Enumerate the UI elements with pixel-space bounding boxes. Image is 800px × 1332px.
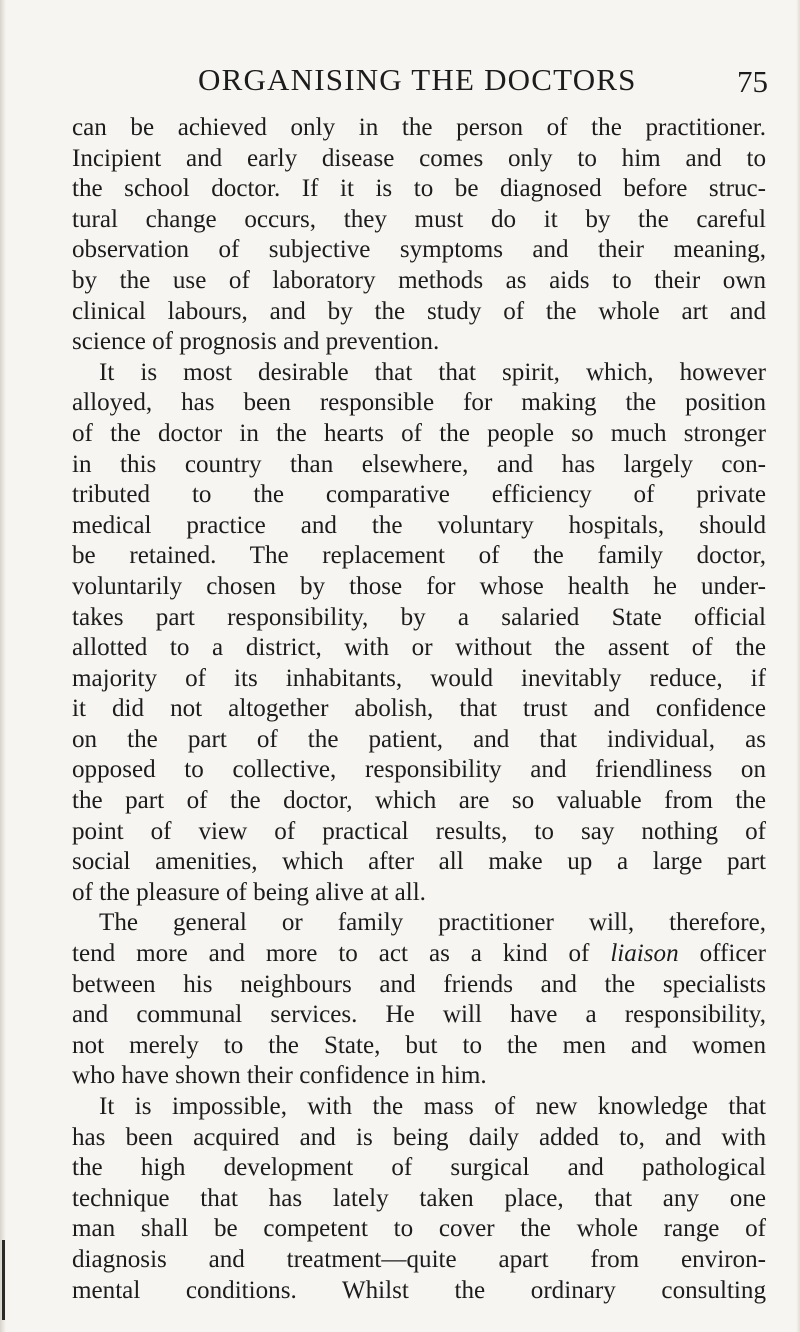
text-line: social amenities, which after all make up a large part: [72, 848, 766, 876]
text-line-with-italic: [72, 939, 766, 970]
text-line: it did not altogether abolish, that trust and confidence: [72, 695, 766, 723]
italic-term: liaison: [610, 940, 679, 968]
text-line: medical practice and the voluntary hospitals, should: [72, 511, 766, 539]
text-line: diagnosis and treatment—quite apart from environ-: [72, 1245, 766, 1273]
text-line: of the doctor in the hearts of the people so much stronger: [72, 419, 766, 447]
text-line: by the use of laboratory methods as aids to their own: [72, 266, 766, 294]
text-line: be retained. The replacement of the family doctor,: [72, 542, 766, 570]
page-header: [198, 62, 768, 102]
text-line: majority of its inhabitants, would inevitably reduce, if: [72, 664, 766, 692]
text-line: It is impossible, with the mass of new knowledge that: [99, 1093, 766, 1120]
text-line: of the pleasure of being alive at all.: [72, 878, 426, 906]
page-number: 75: [737, 64, 768, 99]
text-line: opposed to collective, responsibility and friendliness on: [72, 756, 766, 784]
text-line: Incipient and early disease comes only to him and to: [72, 144, 766, 172]
text-line: can be achieved only in the person of the practitioner.: [72, 114, 766, 141]
text-line: the high development of surgical and pathological: [72, 1154, 766, 1182]
text-line: point of view of practical results, to say nothing of: [72, 817, 766, 845]
text-line: man shall be competent to cover the whole range of: [72, 1215, 766, 1243]
text-line: observation of subjective symptoms and their meaning,: [72, 236, 766, 264]
text-line: tributed to the comparative efficiency of private: [72, 481, 766, 509]
text-line: tural change occurs, they must do it by the careful: [72, 205, 766, 233]
text-line: between his neighbours and friends and the specialists: [72, 970, 766, 998]
text-line: technique that has lately taken place, that any one: [72, 1184, 766, 1212]
running-title: ORGANISING THE DOCTORS: [198, 62, 637, 97]
text-line: on the part of the patient, and that individual, as: [72, 725, 766, 753]
text-line: has been acquired and is being daily added to, and with: [72, 1123, 766, 1151]
text-line: in this country than elsewhere, and has largely con-: [72, 450, 766, 478]
text-line: clinical labours, and by the study of the whole art and: [72, 297, 766, 325]
text-line: the school doctor. If it is to be diagnosed before struc-: [72, 175, 766, 203]
text-line: and communal services. He will have a responsibility,: [72, 1001, 766, 1029]
text-segment: officer: [699, 940, 767, 968]
text-line: mental conditions. Whilst the ordinary consulting: [72, 1276, 766, 1304]
body-text: [72, 113, 766, 1306]
text-line: alloyed, has been responsible for making the position: [72, 389, 766, 417]
binding-mark: [2, 1240, 5, 1320]
text-line: allotted to a district, with or without the assent of the: [72, 634, 766, 662]
text-line: takes part responsibility, by a salaried State official: [72, 603, 766, 631]
page-edge-shadow-right: [796, 0, 800, 1332]
text-line: who have shown their confidence in him.: [72, 1062, 487, 1090]
text-line: not merely to the State, but to the men and women: [72, 1031, 766, 1059]
page-edge-shadow: [0, 0, 6, 1332]
text-line: the part of the doctor, which are so valuable from the: [72, 787, 766, 815]
text-line: science of prognosis and prevention.: [72, 328, 440, 356]
text-line: The general or family practitioner will, therefore,: [99, 909, 766, 937]
text-segment: tend more and more to act as a kind of: [72, 940, 590, 968]
text-line: voluntarily chosen by those for whose health he under-: [72, 572, 766, 600]
text-line: It is most desirable that that spirit, which, however: [99, 358, 766, 386]
